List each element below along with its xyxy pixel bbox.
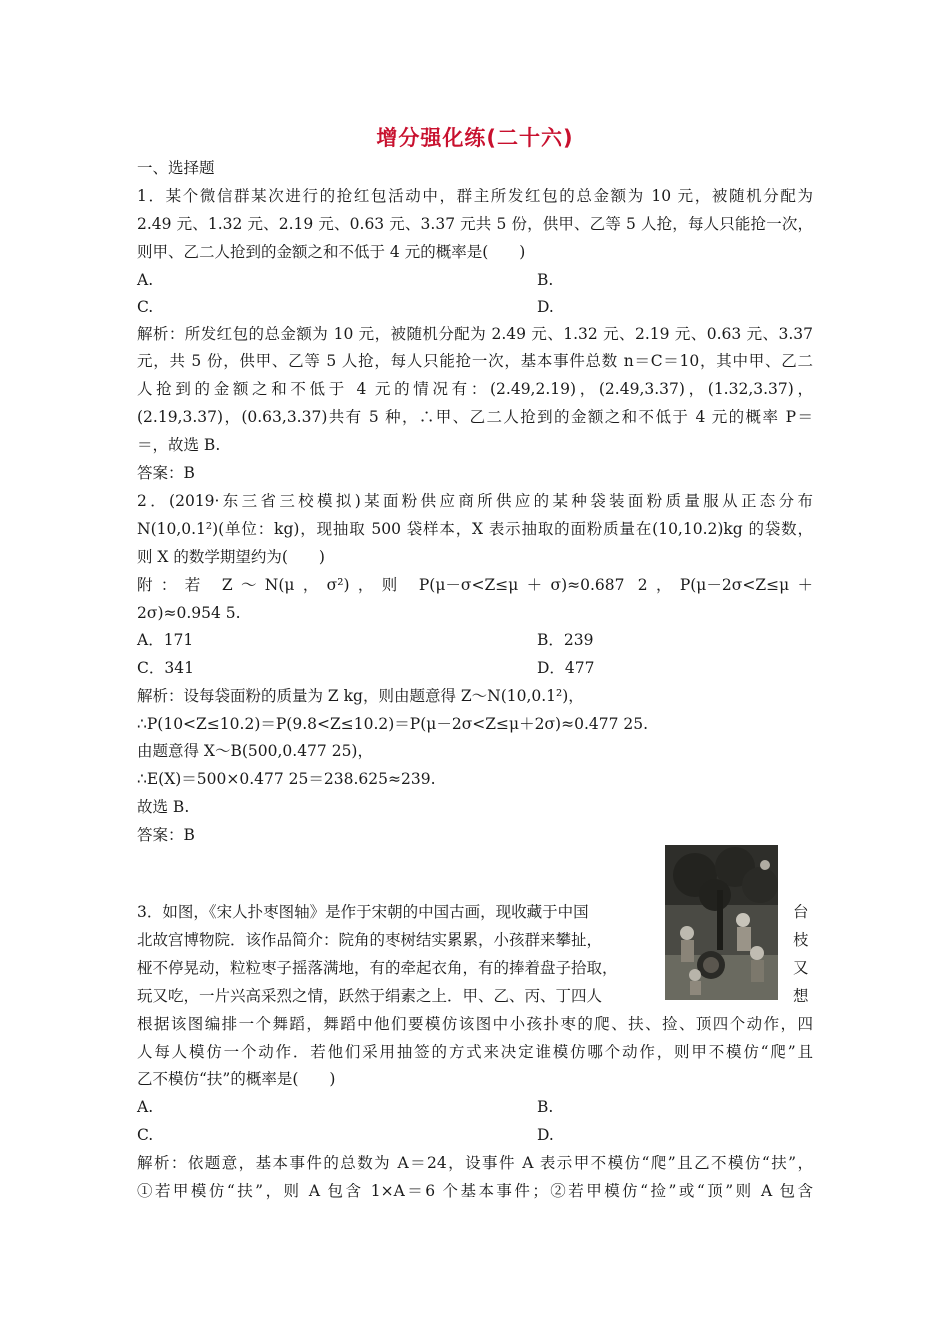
- q3-option-b: B.: [537, 1098, 554, 1116]
- q1-option-b: B.: [537, 271, 554, 289]
- page-title: 增分强化练(二十六): [376, 126, 574, 150]
- q2-line-5: 2σ)≈0.954 5.: [137, 604, 241, 622]
- q2-solution-line-4: ∴E(X)＝500×0.477 25＝238.625≈239.: [137, 770, 436, 788]
- q2-solution-line-5: 故选 B.: [137, 798, 190, 816]
- q3-option-a: A.: [137, 1098, 154, 1116]
- painting-image: [665, 845, 778, 1000]
- q2-option-a: A．171: [137, 631, 194, 649]
- q1-solution-line-3: 人抢到的金额之和不低于 4 元的情况有：(2.49,2.19)，(2.49,3.37)，(1.32,3.37)，: [137, 380, 813, 398]
- q3-wrapped-line-1: 3．如图，《宋人扑枣图轴》是作于宋朝的中国古画，现收藏于中国: [137, 903, 589, 921]
- q3-option-d: D.: [537, 1126, 554, 1144]
- q1-answer: 答案：B: [137, 464, 195, 482]
- q3-solution-line-1: 解析：依题意，基本事件的总数为 A＝24，设事件 A 表示甲不模仿“爬”且乙不模仿“扶”，: [137, 1154, 813, 1172]
- q2-answer: 答案：B: [137, 826, 195, 844]
- q2-solution-line-2: ∴P(10<Z≤10.2)＝P(9.8<Z≤10.2)＝P(μ－2σ<Z≤μ＋2σ)≈0.477 25.: [137, 715, 649, 733]
- q2-solution-line-3: 由题意得 X～B(500,0.477 25)，: [137, 742, 373, 760]
- q1-line-2: 2.49 元、1.32 元、2.19 元、0.63 元、3.37 元共 5 份，供甲、乙等 5 人抢，每人只能抢一次，: [137, 215, 813, 233]
- q3-option-c: C.: [137, 1126, 154, 1144]
- section-heading: 一、选择题: [137, 159, 215, 177]
- q3-wrapped-tail-3: 又: [793, 959, 809, 977]
- q1-option-d: D.: [537, 298, 554, 316]
- q1-option-c: C.: [137, 298, 154, 316]
- q2-option-b: B．239: [537, 631, 594, 649]
- q1-line-1: 1．某个微信群某次进行的抢红包活动中，群主所发红包的总金额为 10 元，被随机分配为: [137, 187, 813, 205]
- q3-wrapped-line-4: 玩又吃，一片兴高采烈之情，跃然于绢素之上．甲、乙、丙、丁四人: [137, 987, 603, 1005]
- q3-wrapped-tail-2: 枝: [793, 931, 809, 949]
- q3-solution-line-2: ①若甲模仿“扶”，则 A 包含 1×A＝6 个基本事件；②若甲模仿“捡”或“顶”则 A 包含: [137, 1182, 813, 1200]
- q1-solution-line-1: 解析：所发红包的总金额为 10 元，被随机分配为 2.49 元、1.32 元、2.19 元、0.63 元、3.37: [137, 325, 813, 343]
- q3-line-3: 乙不模仿“扶”的概率是( ): [137, 1070, 336, 1088]
- q1-option-a: A.: [137, 271, 154, 289]
- q3-line-1: 根据该图编排一个舞蹈，舞蹈中他们要模仿该图中小孩扑枣的爬、扶、捡、顶四个动作，四: [137, 1015, 813, 1033]
- q2-line-1: 2．(2019·东三省三校模拟)某面粉供应商所供应的某种袋装面粉质量服从正态分布: [137, 492, 813, 510]
- q3-wrapped-line-3: 桠不停晃动，粒粒枣子摇落满地，有的牵起衣角，有的捧着盘子拾取，: [137, 959, 618, 977]
- q2-line-2: N(10,0.1²)(单位：kg)，现抽取 500 袋样本，X 表示抽取的面粉质量在(10,10.2)kg 的袋数，: [137, 520, 813, 538]
- q2-option-d: D．477: [537, 659, 595, 677]
- q1-solution-line-4: (2.19,3.37)，(0.63,3.37)共有 5 种，∴甲、乙二人抢到的金额之和不低于 4 元的概率 P＝: [137, 408, 813, 426]
- q2-option-c: C．341: [137, 659, 194, 677]
- q3-wrapped-tail-4: 想: [793, 987, 809, 1005]
- q3-wrapped-tail-1: 台: [793, 903, 809, 921]
- q2-line-3: 则 X 的数学期望约为( ): [137, 548, 325, 566]
- q1-solution-line-5: ＝，故选 B.: [137, 436, 221, 454]
- q3-wrapped-line-2: 北故宫博物院．该作品简介：院角的枣树结实累累，小孩群来攀扯，: [137, 931, 603, 949]
- q1-solution-line-2: 元，共 5 份，供甲、乙等 5 人抢，每人只能抢一次，基本事件总数 n＝C＝10，其中甲、乙二: [137, 352, 813, 370]
- q1-line-3: 则甲、乙二人抢到的金额之和不低于 4 元的概率是( ): [137, 243, 526, 261]
- q3-line-2: 人每人模仿一个动作．若他们采用抽签的方式来决定谁模仿哪个动作，则甲不模仿“爬”且: [137, 1043, 813, 1061]
- q2-line-4: 附：若 Z～N(μ，σ²)，则 P(μ－σ<Z≤μ＋σ)≈0.687 2，P(μ－2σ<Z≤μ＋: [137, 576, 813, 594]
- q2-solution-line-1: 解析：设每袋面粉的质量为 Z kg，则由题意得 Z～N(10,0.1²)，: [137, 687, 584, 705]
